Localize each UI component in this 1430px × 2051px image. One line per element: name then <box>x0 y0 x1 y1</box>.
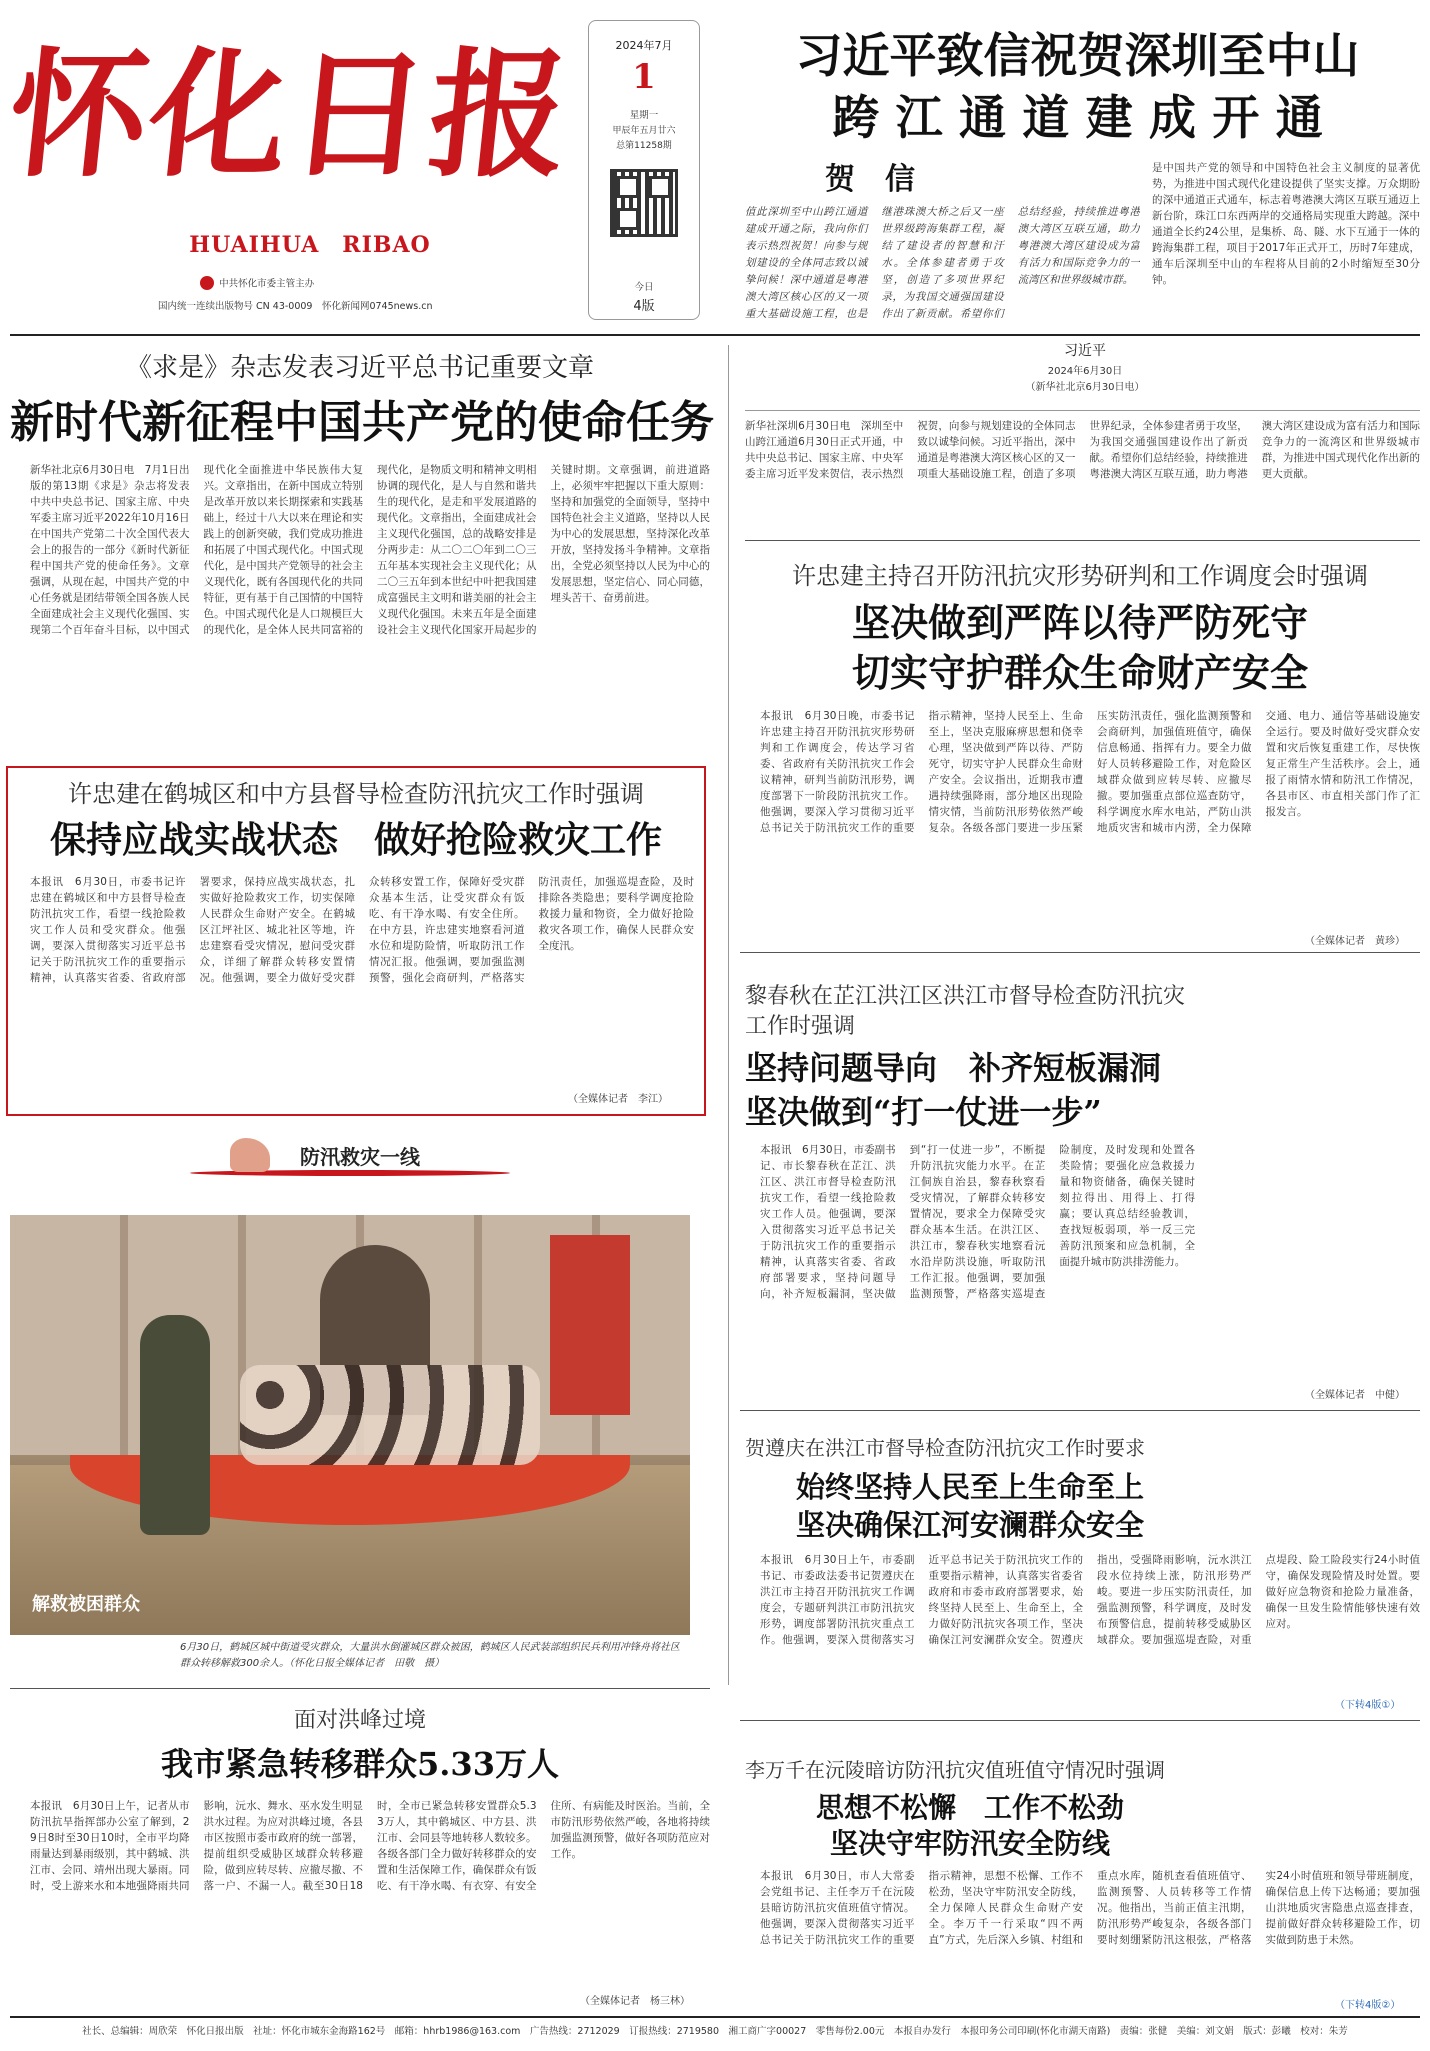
photo-caption-text: 6月30日，鹤城区城中街道受灾群众，大量洪水倒灌城区群众被困，鹤城区人民武装部组织民兵利用冲锋舟将社区群众转移解救300余人。（怀化日报全媒体记者 田敬 摄） <box>180 1642 680 1669</box>
xu-meeting-title-line2: 切实守护群众生命财产安全 <box>851 650 1308 695</box>
he-zunqing-kicker: 贺遵庆在洪江市督导检查防汛抗灾工作时要求 <box>745 1436 1145 1460</box>
lead-dateline-body: 新华社深圳6月30日电 深圳至中山跨江通道6月30日正式开通，中共中央总书记、国家主席、中央军委主席习近平发来贺信，表示热烈祝贺，向参与规划建设的全体同志致以诚挚问候。习近平指出，深中通道是粤港澳大湾区核心区的又一项重大基础设施工程，创造了多项世界纪录，全体参建者勇于攻坚，为我国交通强国建设作出了新贡献。希望你们总结经验，持续推进粤港澳大湾区互联互通，助力粤港澳大湾区建设成为富有活力和国际竞争力的一流湾区和世界级城市群，为推进中国式现代化作出新的更大贡献。 <box>745 420 1420 480</box>
li-wanqian-title-line2: 坚决守牢防汛安全防线 <box>829 1827 1110 1860</box>
masthead-cn: 国内统一连续出版物号 CN 43-0009 怀化新闻网0745news.cn <box>158 301 433 312</box>
xu-meeting-body: 本报讯 6月30日晚，市委书记许忠建主持召开防汛抗灾形势研判和工作调度会，传达学习省委、省政府有关防汛抗灾工作会议精神，研判当前防汛形势，调度部署下一阶段防汛抗灾工作。他强调，要深入学习贯彻习近平总书记关于防汛抗灾工作的重要指示精神，坚持人民至上、生命至上，坚决克服麻痹思想和侥幸心理，坚决做到严阵以待、严防死守，切实守护人民群众生命财产安全。会议指出，近期我市遭遇持续强降雨，部分地区出现险情灾情，当前防汛形势依然严峻复杂。各级各部门要进一步压紧压实防汛责任，强化监测预警和会商研判，加强值班值守，确保信息畅通、指挥有力。要全力做好人员转移避险工作，对危险区域群众做到应转尽转、应撤尽撤。要加强重点部位巡查防守，科学调度水库水电站，严防山洪地质灾害和城市内涝，全力保障交通、电力、通信等基础设施安全运行。要及时做好受灾群众安置和灾后恢复重建工作，尽快恢复正常生产生活秩序。会上，通报了雨情水情和防汛工作情况，各县市区、市直相关部门作了汇报发言。 <box>760 710 1420 834</box>
li-chunqiu-title-line2: 坚决做到“打一仗进一步” <box>745 1093 1102 1131</box>
letter-date-note: （新华社北京6月30日电） <box>1025 382 1145 393</box>
letter-body: 值此深圳至中山跨江通道建成开通之际，我向你们表示热烈祝贺！向参与规划建设的全体同志致以诚挚问候！深中通道是粤港澳大湾区核心区的又一项重大基础设施工程，也是继港珠澳大桥之后又一座世界级跨海集群工程，凝结了建设者的智慧和汗水。全体参建者勇于攻坚，创造了多项世界纪录，为我国交通强国建设作出了新贡献。希望你们总结经验，持续推进粤港澳大湾区互联互通，助力粤港澳大湾区建设成为富有活力和国际竞争力的一流湾区和世界级城市群。 <box>745 206 1140 320</box>
masthead <box>0 0 740 330</box>
xu-hecheng-body: 本报讯 6月30日，市委书记许忠建在鹤城区和中方县督导检查防汛抗灾工作，看望一线抢险救灾工作人员和受灾群众。他强调，要深入贯彻落实习近平总书记关于防汛抗灾工作的重要指示精神，认真落实省委、省政府部署要求，保持应战实战状态，扎实做好抢险救灾工作，切实保障人民群众生命财产安全。在鹤城区江坪社区、城北社区等地，许忠建察看受灾情况，慰问受灾群众，详细了解群众转移安置情况。他强调，要全力做好受灾群众转移安置工作，保障好受灾群众基本生活，让受灾群众有饭吃、有干净水喝、有安全住所。在中方县，许忠建实地察看河道水位和堤防险情，听取防汛工作情况汇报。他强调，要加强监测预警，强化会商研判，严格落实防汛责任，加强巡堤查险，及时排除各类隐患；要科学调度抢险救援力量和物资，全力做好抢险救灾各项工作，确保人民群众安全度汛。 <box>30 876 694 984</box>
masthead-org-row <box>200 272 500 288</box>
party-emblem-icon <box>200 276 214 290</box>
xu-meeting-byline: （全媒体记者 黄珍） <box>1305 936 1405 947</box>
transfer-body: 本报讯 6月30日上午，记者从市防汛抗旱指挥部办公室了解到，29日8时至30日10时，全市平均降雨量达到暴雨级别，其中鹤城、洪江市、会同、靖州出现大暴雨。同时，受上游来水和本地强降雨共同影响，沅水、舞水、巫水发生明显洪水过程。为应对洪峰过境，各县市区按照市委市政府的统一部署，提前组织受威胁区域群众转移避险，做到应转尽转、应撤尽撤、不落一户、不漏一人。截至30日18时，全市已紧急转移安置群众5.33万人，其中鹤城区、中方县、洪江市、会同县等地转移人数较多。各级各部门全力做好转移群众的安置和生活保障工作，确保群众有饭吃、有干净水喝、有衣穿、有安全住所、有病能及时医治。当前，全市防汛形势依然严峻，各地将持续加强监测预警，做好各项防范应对工作。 <box>30 1800 710 1892</box>
xu-hecheng-kicker: 许忠建在鹤城区和中方县督导检查防汛抗灾工作时强调 <box>68 780 644 808</box>
qiushi-title: 新时代新征程中国共产党的使命任务 <box>10 397 714 448</box>
li-chunqiu-byline: （全媒体记者 中健） <box>1305 1390 1405 1401</box>
lead-title-line2: 跨 江 通 道 建 成 开 通 <box>832 91 1323 146</box>
lead-title-line1: 习近平致信祝贺深圳至中山 <box>795 29 1360 84</box>
date-box <box>588 20 700 320</box>
xu-meeting-title-line1: 坚决做到严阵以待严防死守 <box>851 600 1308 645</box>
transfer-title: 我市紧急转移群众5.33万人 <box>161 1745 559 1783</box>
xu-hecheng-box <box>6 766 706 1116</box>
wave-figure-icon <box>230 1138 270 1172</box>
he-zunqing-title-line1: 始终坚持人民至上生命至上 <box>795 1470 1144 1504</box>
transfer-byline: （全媒体记者 杨三林） <box>580 1996 690 2007</box>
date-issue: 总第11258期 <box>616 141 672 151</box>
date-weekday: 星期一 <box>629 110 659 121</box>
he-zunqing-body: 本报讯 6月30日上午，市委副书记、市委政法委书记贺遵庆在洪江市主持召开防汛抗灾工作调度会，专题研判洪江市防汛抗灾形势，调度部署防汛抗灾重点工作。他强调，要深入贯彻落实习近平总书记关于防汛抗灾工作的重要指示精神，认真落实省委省政府和市委市政府部署要求，始终坚持人民至上、生命至上，全力做好防汛抗灾各项工作，坚决确保江河安澜群众安全。贺遵庆指出，受强降雨影响，沅水洪江段水位持续上涨，防汛形势严峻。要进一步压实防汛责任，加强监测预警，科学调度，及时发布预警信息，提前转移受威胁区域群众。要加强巡堤查险，对重点堤段、险工险段实行24小时值守，确保发现险情及时处置。要做好应急物资和抢险力量准备，确保一旦发生险情能够快速有效应对。 <box>760 1554 1420 1646</box>
photo-caption-title: 解救被困群众 <box>32 1594 140 1615</box>
flood-banner <box>190 1138 510 1188</box>
masthead-pinyin: HUAIHUA RIBAO <box>189 232 431 258</box>
date-lunar: 甲辰年五月廿六 <box>612 126 676 136</box>
boat-people <box>240 1365 540 1465</box>
letter-title: 贺 信 <box>825 162 915 197</box>
soldier-figure <box>140 1315 210 1535</box>
masthead-logo: 怀化日报 <box>1 33 579 196</box>
li-wanqian-title-line1: 思想不松懈 工作不松劲 <box>815 1791 1124 1824</box>
li-wanqian-body: 本报讯 6月30日，市人大常委会党组书记、主任李万千在沅陵县暗访防汛抗灾值班值守情况。他强调，要深入贯彻落实习近平总书记关于防汛抗灾工作的重要指示精神，思想不松懈、工作不松劲，坚决守牢防汛安全防线，全力保障人民群众生命财产安全。李万千一行采取“四不两直”方式，先后深入乡镇、村组和重点水库，随机查看值班值守、监测预警、人员转移等工作情况。他指出，当前正值主汛期，防汛形势严峻复杂，各级各部门要时刻绷紧防汛这根弦，严格落实24小时值班和领导带班制度，确保信息上传下达畅通；要加强山洪地质灾害隐患点巡查排查，提前做好群众转移避险工作，切实做到防患于未然。 <box>760 1870 1420 1946</box>
li-chunqiu-kicker: 黎春秋在芷江洪江区洪江市督导检查防汛抗灾工作时强调 <box>745 984 1186 1039</box>
qiushi-kicker: 《求是》杂志发表习近平总书记重要文章 <box>125 353 594 383</box>
li-wanqian-more[interactable]: （下转4版②） <box>1335 2000 1401 2011</box>
xu-meeting-kicker: 许忠建主持召开防汛抗灾形势研判和工作调度会时强调 <box>792 562 1368 590</box>
today-label: 今日 <box>634 282 654 293</box>
date-day: 1 <box>632 57 656 97</box>
today-pages: 4版 <box>633 299 655 314</box>
qiushi-body: 新华社北京6月30日电 7月1日出版的第13期《求是》杂志将发表中共中央总书记、国家主席、中央军委主席习近平2022年10月16日在中国共产党第二十次全国代表大会上的报告的一部分《新时代新征程中国共产党的使命任务》。文章强调，从现在起，中国共产党的中心任务就是团结带领全国各族人民全面建成社会主义现代化强国、实现第二个百年奋斗目标，以中国式现代化全面推进中华民族伟大复兴。文章指出，在新中国成立特别是改革开放以来长期探索和实践基础上，经过十八大以来在理论和实践上的创新突破，我们党成功推进和拓展了中国式现代化。中国式现代化，是中国共产党领导的社会主义现代化，既有各国现代化的共同特征，更有基于自己国情的中国特色。中国式现代化是人口规模巨大的现代化，是全体人民共同富裕的现代化，是物质文明和精神文明相协调的现代化，是人与自然和谐共生的现代化，是走和平发展道路的现代化。文章指出，全面建成社会主义现代化强国，总的战略安排是分两步走：从二〇二〇年到二〇三五年基本实现社会主义现代化；从二〇三五年到本世纪中叶把我国建成富强民主文明和谐美丽的社会主义现代化强国。未来五年是全面建设社会主义现代化国家开局起步的关键时期。文章强调，前进道路上，必须牢牢把握以下重大原则：坚持和加强党的全面领导，坚持中国特色社会主义道路，坚持以人民为中心的发展思想，坚持深化改革开放，坚持发扬斗争精神。文章指出，全党必须坚持以人民为中心的发展思想，坚定信心、同心同德，埋头苦干、奋勇前进。 <box>30 464 710 636</box>
lead-right-body: 是中国共产党的领导和中国特色社会主义制度的显著优势，为推进中国式现代化建设提供了坚实支撑。万众期盼的深中通道正式通车，标志着粤港澳大湾区互联互通迈上新台阶，珠江口东西两岸的交通格局实现重大跨越。深中通道全长约24公里，是集桥、岛、隧、水下互通于一体的跨海集群工程，项目于2017年正式开工，历时7年建成，通车后深圳至中山的车程将从目前的2小时缩短至30分钟。 <box>1152 162 1420 286</box>
li-chunqiu-title-line1: 坚持问题导向 补齐短板漏洞 <box>745 1049 1162 1087</box>
date-year-month: 2024年7月 <box>615 39 673 52</box>
letter-date: 2024年6月30日 <box>1047 366 1123 377</box>
li-chunqiu-body: 本报讯 6月30日，市委副书记、市长黎春秋在芷江、洪江区、洪江市督导检查防汛抗灾工作，看望一线抢险救灾工作人员。他强调，要深入贯彻落实习近平总书记关于防汛抗灾工作的重要指示精神，认真落实省委、省政府部署要求，坚持问题导向，补齐短板漏洞，坚决做到“打一仗进一步”，不断提升防汛抗灾能力水平。在芷江侗族自治县，黎春秋察看受灾情况，了解群众转移安置情况，要求全力保障受灾群众基本生活。在洪江区、洪江市，黎春秋实地察看沅水沿岸防洪设施，听取防汛工作汇报。他强调，要加强监测预警，严格落实巡堤查险制度，及时发现和处置各类险情；要强化应急救援力量和物资储备，确保关键时刻拉得出、用得上、打得赢；要认真总结经验教训，查找短板弱项，举一反三完善防汛预案和应急机制，全面提升城市防洪排涝能力。 <box>760 1144 1195 1300</box>
flood-photo <box>10 1215 690 1635</box>
xu-hecheng-byline: （全媒体记者 李江） <box>568 1094 668 1105</box>
shop-sign <box>550 1235 630 1415</box>
he-zunqing-title-line2: 坚决确保江河安澜群众安全 <box>795 1508 1144 1542</box>
li-wanqian-kicker: 李万千在沅陵暗访防汛抗灾值班值守情况时强调 <box>745 1758 1165 1782</box>
xu-hecheng-title: 保持应战实战状态 做好抢险救灾工作 <box>49 819 662 861</box>
transfer-kicker: 面对洪峰过境 <box>293 1708 426 1733</box>
flood-banner-label: 防汛救灾一线 <box>300 1145 420 1169</box>
masthead-org: 中共怀化市委主管主办 <box>219 278 315 290</box>
footer-info: 社长、总编辑：周欣荣 怀化日报出版 社址：怀化市城东金海路162号 邮箱：hhrb1986@163.com 广告热线：2712029 订报热线：2719580 湘工商广字00027 零售每份2.00元 本报自办发行 本报印务公司印刷(怀化市湖天南路) 责编：张健 美编：刘文娟 版式：彭曦 校对：朱芳 <box>82 2026 1348 2037</box>
li-chunqiu-body-right <box>1210 978 1420 1378</box>
qr-code-icon <box>610 169 678 237</box>
he-zunqing-more[interactable]: （下转4版①） <box>1335 1700 1401 1711</box>
letter-sign: 习近平 <box>1064 343 1106 359</box>
